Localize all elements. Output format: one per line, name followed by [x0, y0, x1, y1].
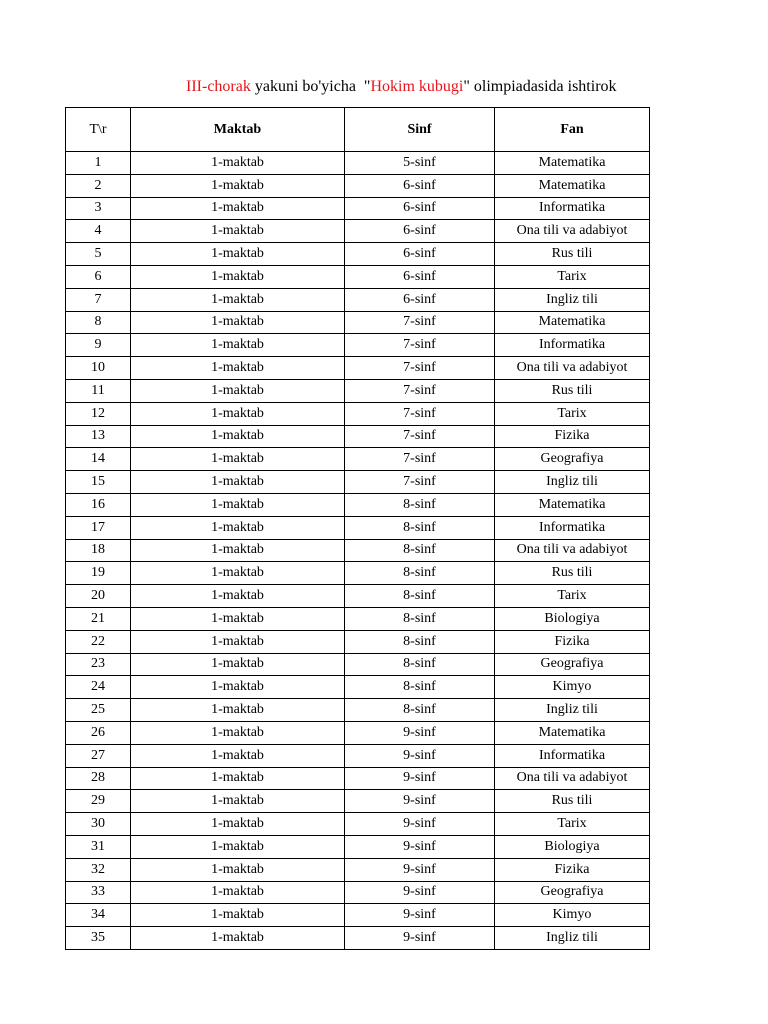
cell-number: 2 — [66, 174, 131, 197]
cell-grade: 8-sinf — [345, 676, 495, 699]
cell-school: 1-maktab — [131, 471, 345, 494]
table-row — [66, 471, 650, 494]
cell-school: 1-maktab — [131, 265, 345, 288]
table-row — [66, 881, 650, 904]
cell-school: 1-maktab — [131, 607, 345, 630]
column-header-grade: Sinf — [345, 108, 495, 152]
table-row — [66, 699, 650, 722]
cell-number: 12 — [66, 402, 131, 425]
table-header-row — [66, 108, 650, 152]
cell-number: 9 — [66, 334, 131, 357]
cell-school: 1-maktab — [131, 676, 345, 699]
cell-school: 1-maktab — [131, 448, 345, 471]
cell-subject: Rus tili — [495, 379, 650, 402]
table-row — [66, 653, 650, 676]
cell-school: 1-maktab — [131, 835, 345, 858]
cell-subject: Matematika — [495, 311, 650, 334]
cell-grade: 9-sinf — [345, 881, 495, 904]
cell-grade: 9-sinf — [345, 904, 495, 927]
table-row — [66, 425, 650, 448]
cell-number: 8 — [66, 311, 131, 334]
cell-grade: 6-sinf — [345, 265, 495, 288]
cell-grade: 7-sinf — [345, 471, 495, 494]
cell-grade: 8-sinf — [345, 585, 495, 608]
table-row — [66, 152, 650, 175]
table-row — [66, 790, 650, 813]
table-body — [66, 152, 650, 950]
cell-number: 26 — [66, 721, 131, 744]
cell-number: 23 — [66, 653, 131, 676]
cell-grade: 8-sinf — [345, 516, 495, 539]
cell-number: 18 — [66, 539, 131, 562]
column-header-school: Maktab — [131, 108, 345, 152]
cell-grade: 9-sinf — [345, 721, 495, 744]
cell-subject: Ingliz tili — [495, 288, 650, 311]
cell-grade: 8-sinf — [345, 493, 495, 516]
table-row — [66, 744, 650, 767]
cell-subject: Tarix — [495, 585, 650, 608]
table-row — [66, 357, 650, 380]
cell-grade: 9-sinf — [345, 813, 495, 836]
cell-school: 1-maktab — [131, 243, 345, 266]
cell-school: 1-maktab — [131, 379, 345, 402]
cell-school: 1-maktab — [131, 721, 345, 744]
cell-subject: Tarix — [495, 813, 650, 836]
cell-school: 1-maktab — [131, 767, 345, 790]
cell-subject: Fizika — [495, 425, 650, 448]
cell-subject: Geografiya — [495, 653, 650, 676]
cell-school: 1-maktab — [131, 904, 345, 927]
cell-subject: Informatika — [495, 744, 650, 767]
cell-number: 25 — [66, 699, 131, 722]
cell-number: 30 — [66, 813, 131, 836]
cell-number: 1 — [66, 152, 131, 175]
table-row — [66, 539, 650, 562]
table-row — [66, 562, 650, 585]
cell-number: 19 — [66, 562, 131, 585]
cell-grade: 7-sinf — [345, 357, 495, 380]
cell-number: 24 — [66, 676, 131, 699]
cell-subject: Informatika — [495, 334, 650, 357]
cell-number: 33 — [66, 881, 131, 904]
cell-number: 6 — [66, 265, 131, 288]
table-row — [66, 220, 650, 243]
table-row — [66, 402, 650, 425]
cell-grade: 7-sinf — [345, 448, 495, 471]
cell-school: 1-maktab — [131, 630, 345, 653]
cell-subject: Tarix — [495, 402, 650, 425]
cell-number: 20 — [66, 585, 131, 608]
table-row — [66, 334, 650, 357]
cell-grade: 9-sinf — [345, 835, 495, 858]
table-row — [66, 813, 650, 836]
cell-number: 28 — [66, 767, 131, 790]
cell-grade: 6-sinf — [345, 243, 495, 266]
cell-subject: Ona tili va adabiyot — [495, 220, 650, 243]
table-row — [66, 174, 650, 197]
cell-subject: Matematika — [495, 152, 650, 175]
cell-number: 22 — [66, 630, 131, 653]
cell-grade: 6-sinf — [345, 288, 495, 311]
cell-school: 1-maktab — [131, 493, 345, 516]
cell-grade: 9-sinf — [345, 858, 495, 881]
cell-grade: 8-sinf — [345, 562, 495, 585]
cell-number: 21 — [66, 607, 131, 630]
cell-grade: 7-sinf — [345, 402, 495, 425]
table-row — [66, 607, 650, 630]
cell-number: 16 — [66, 493, 131, 516]
page-title — [186, 76, 650, 98]
cell-grade: 9-sinf — [345, 790, 495, 813]
cell-school: 1-maktab — [131, 858, 345, 881]
column-header-subject: Fan — [495, 108, 650, 152]
cell-grade: 7-sinf — [345, 425, 495, 448]
cell-subject: Fizika — [495, 630, 650, 653]
cell-number: 29 — [66, 790, 131, 813]
cell-grade: 7-sinf — [345, 311, 495, 334]
cell-school: 1-maktab — [131, 699, 345, 722]
title-period: III-chorak — [186, 78, 251, 95]
cell-number: 34 — [66, 904, 131, 927]
cell-school: 1-maktab — [131, 539, 345, 562]
cell-grade: 7-sinf — [345, 334, 495, 357]
participants-table — [65, 107, 650, 950]
cell-grade: 6-sinf — [345, 174, 495, 197]
table-row — [66, 676, 650, 699]
cell-school: 1-maktab — [131, 744, 345, 767]
cell-number: 5 — [66, 243, 131, 266]
cell-number: 31 — [66, 835, 131, 858]
cell-school: 1-maktab — [131, 927, 345, 950]
cell-subject: Biologiya — [495, 607, 650, 630]
cell-school: 1-maktab — [131, 881, 345, 904]
table-row — [66, 630, 650, 653]
table-row — [66, 311, 650, 334]
cell-subject: Matematika — [495, 493, 650, 516]
cell-subject: Ona tili va adabiyot — [495, 539, 650, 562]
cell-grade: 9-sinf — [345, 767, 495, 790]
table-row — [66, 493, 650, 516]
table-row — [66, 516, 650, 539]
cell-number: 7 — [66, 288, 131, 311]
cell-school: 1-maktab — [131, 174, 345, 197]
cell-school: 1-maktab — [131, 152, 345, 175]
table-row — [66, 585, 650, 608]
table-row — [66, 197, 650, 220]
cell-subject: Rus tili — [495, 243, 650, 266]
cell-subject: Ingliz tili — [495, 927, 650, 950]
cell-grade: 9-sinf — [345, 927, 495, 950]
cell-school: 1-maktab — [131, 197, 345, 220]
cell-grade: 8-sinf — [345, 653, 495, 676]
cell-subject: Geografiya — [495, 881, 650, 904]
cell-number: 27 — [66, 744, 131, 767]
cell-number: 13 — [66, 425, 131, 448]
cell-school: 1-maktab — [131, 357, 345, 380]
cell-number: 32 — [66, 858, 131, 881]
cell-number: 15 — [66, 471, 131, 494]
cell-school: 1-maktab — [131, 562, 345, 585]
cell-number: 11 — [66, 379, 131, 402]
cell-school: 1-maktab — [131, 288, 345, 311]
cell-school: 1-maktab — [131, 402, 345, 425]
table-row — [66, 243, 650, 266]
cell-number: 10 — [66, 357, 131, 380]
column-header-number: T\r — [66, 108, 131, 152]
title-text-end: " olimpiadasida ishtirok — [463, 78, 617, 95]
cell-subject: Matematika — [495, 721, 650, 744]
table-row — [66, 379, 650, 402]
cell-school: 1-maktab — [131, 653, 345, 676]
cell-subject: Kimyo — [495, 904, 650, 927]
cell-subject: Ingliz tili — [495, 699, 650, 722]
cell-grade: 6-sinf — [345, 220, 495, 243]
cell-number: 4 — [66, 220, 131, 243]
cell-school: 1-maktab — [131, 311, 345, 334]
cell-subject: Rus tili — [495, 562, 650, 585]
cell-subject: Tarix — [495, 265, 650, 288]
title-text: yakuni bo'yicha " — [250, 78, 371, 95]
cell-subject: Biologiya — [495, 835, 650, 858]
cell-subject: Ona tili va adabiyot — [495, 357, 650, 380]
cell-subject: Informatika — [495, 197, 650, 220]
cell-school: 1-maktab — [131, 813, 345, 836]
cell-school: 1-maktab — [131, 425, 345, 448]
cell-grade: 8-sinf — [345, 699, 495, 722]
cell-subject: Ingliz tili — [495, 471, 650, 494]
table-row — [66, 927, 650, 950]
table-row — [66, 721, 650, 744]
table-row — [66, 288, 650, 311]
title-olympiad-name: Hokim kubugi — [370, 78, 464, 95]
cell-number: 3 — [66, 197, 131, 220]
cell-subject: Fizika — [495, 858, 650, 881]
cell-subject: Ona tili va adabiyot — [495, 767, 650, 790]
cell-grade: 7-sinf — [345, 379, 495, 402]
cell-school: 1-maktab — [131, 220, 345, 243]
table-row — [66, 835, 650, 858]
cell-subject: Matematika — [495, 174, 650, 197]
cell-school: 1-maktab — [131, 516, 345, 539]
cell-grade: 5-sinf — [345, 152, 495, 175]
cell-school: 1-maktab — [131, 585, 345, 608]
cell-grade: 8-sinf — [345, 607, 495, 630]
cell-number: 14 — [66, 448, 131, 471]
cell-school: 1-maktab — [131, 790, 345, 813]
table-row — [66, 858, 650, 881]
cell-grade: 9-sinf — [345, 744, 495, 767]
cell-subject: Geografiya — [495, 448, 650, 471]
table-row — [66, 767, 650, 790]
table-row — [66, 448, 650, 471]
cell-subject: Rus tili — [495, 790, 650, 813]
cell-subject: Informatika — [495, 516, 650, 539]
cell-number: 17 — [66, 516, 131, 539]
table-row — [66, 265, 650, 288]
cell-grade: 6-sinf — [345, 197, 495, 220]
table-row — [66, 904, 650, 927]
cell-number: 35 — [66, 927, 131, 950]
cell-grade: 8-sinf — [345, 539, 495, 562]
cell-school: 1-maktab — [131, 334, 345, 357]
cell-subject: Kimyo — [495, 676, 650, 699]
cell-grade: 8-sinf — [345, 630, 495, 653]
